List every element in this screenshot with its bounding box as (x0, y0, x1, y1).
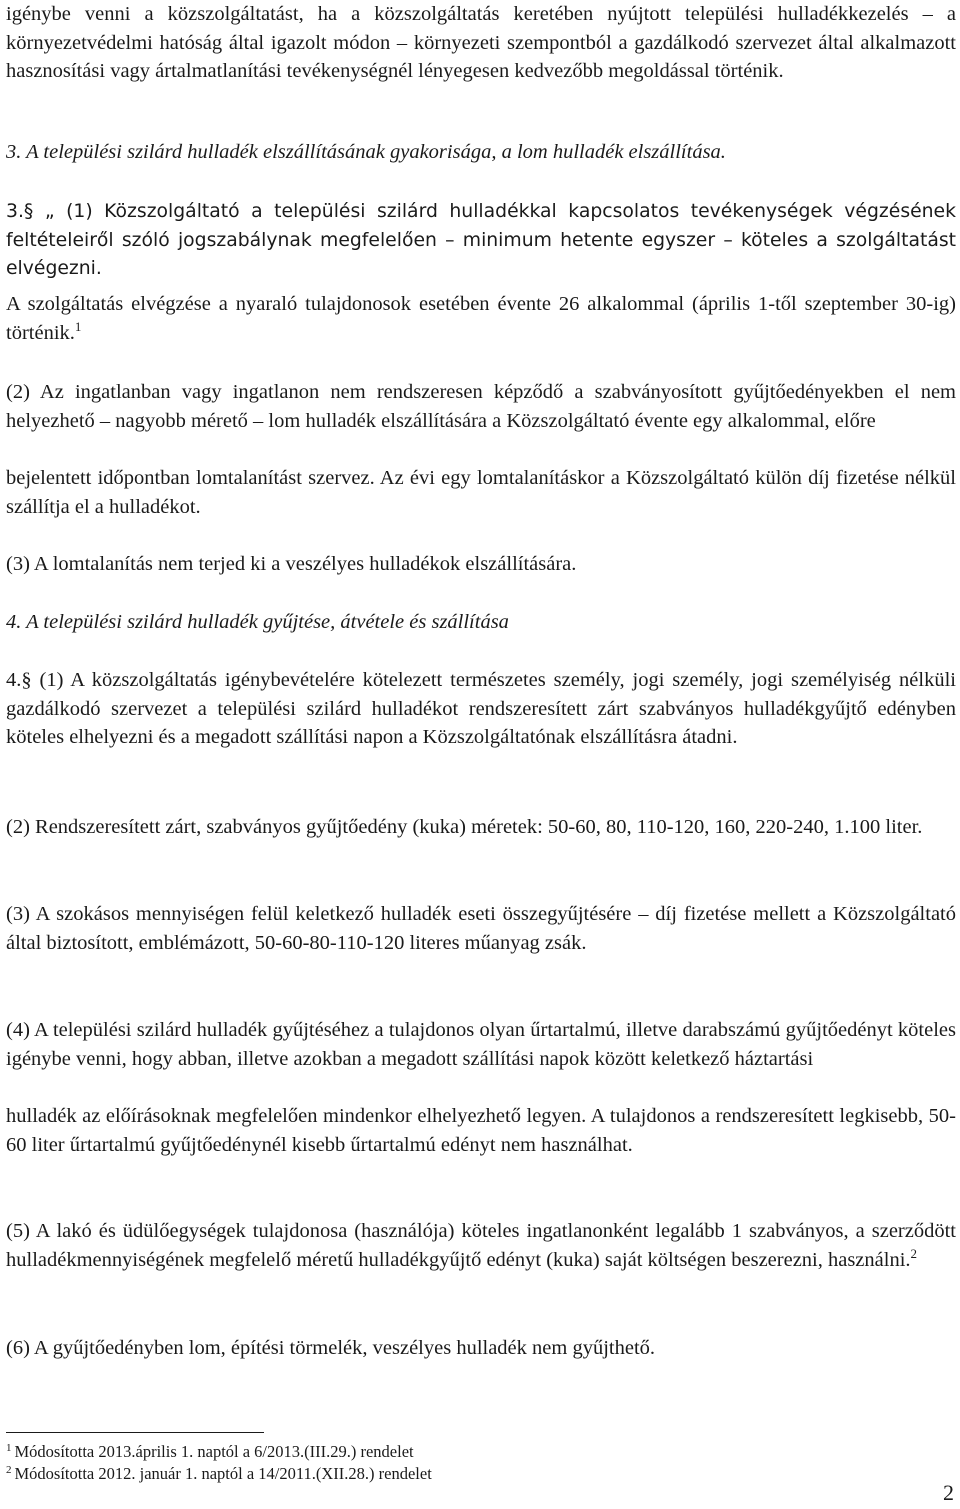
paragraph-3-1-seasonal-text: A szolgáltatás elvégzése a nyaraló tulajdonosok esetében évente 26 alkalommal (április 1-től szeptember 30-ig) történik. (6, 293, 956, 344)
paragraph-3-3: (3) A lomtalanítás nem terjed ki a veszélyes hulladékok elszállítására. (6, 553, 577, 575)
paragraph-3-1-seasonal (6, 290, 956, 347)
paragraph-4-4-part-2: hulladék az előírásoknak megfelelően mindenkor elhelyezhető legyen. A tulajdonos a rendszeresített legkisebb, 50-60 liter űrtartalmú gyűjtőedénynél kisebb űrtartalmú edényt nem használhat. (6, 1105, 956, 1156)
paragraph-3-1: 3.§ „ (1) Közszolgáltató a települési szilárd hulladékkal kapcsolatos tevékenységek végzésének feltételeiről szóló jogszabálynak megfelelően – minimum hetente egyszer – köteles a szolgáltatást elvégezni. (6, 201, 956, 280)
footnote-ref-2: 2 (910, 1245, 918, 1261)
footnote-1 (6, 1441, 906, 1463)
footnote-2-text: Módosította 2012. január 1. naptól a 14/2011.(XII.28.) rendelet (14, 1464, 432, 1483)
footnote-ref-1: 1 (74, 318, 82, 334)
paragraph-4-4-part-1: (4) A települési szilárd hulladék gyűjtéséhez a tulajdonos olyan űrtartalmú, illetve darabszámú gyűjtőedényt köteles igénybe venni, hogy abban, illetve azokban a megadott szállítási napok között keletkező háztartási (6, 1019, 956, 1070)
paragraph-3-2-part-2: bejelentett időpontban lomtalanítást szervez. Az évi egy lomtalanításkor a Közszolgáltató külön díj fizetése nélkül szállítja el a hulladékot. (6, 467, 956, 518)
section-heading-3: 3. A települési szilárd hulladék elszállításának gyakorisága, a lom hulladék elszállítása. (6, 141, 726, 163)
footnote-separator (6, 1432, 264, 1433)
paragraph-4-5-text: (5) A lakó és üdülőegységek tulajdonosa (használója) köteles ingatlanonként legalább 1 szabványos, a szerződött hulladékmennyiségének megfelelő méretű hulladékgyűjtő edényt (kuka) saját költségen beszerezni, használni. (6, 1220, 956, 1271)
footnote-2 (6, 1463, 906, 1485)
footnote-2-number: 2 (6, 1463, 12, 1476)
paragraph-4-1: 4.§ (1) A közszolgáltatás igénybevételére kötelezett természetes személy, jogi személy, jogi személyiség nélküli gazdálkodó szervezet a települési szilárd hulladékot rendszeresített zárt szabványos hulladékgyűjtő edényben köteles elhelyezni és a megadott szállítási napon a Közszolgáltatónak elszállításra átadni. (6, 669, 956, 749)
section-heading-4: 4. A települési szilárd hulladék gyűjtése, átvétele és szállítása (6, 611, 509, 633)
footnote-1-number: 1 (6, 1441, 12, 1454)
paragraph-4-3: (3) A szokásos mennyiségen felül keletkező hulladék eseti összegyűjtésére – díj fizetése mellett a Közszolgáltató által biztosított, emblémázott, 50-60-80-110-120 literes műanyag zsák. (6, 903, 956, 954)
footnote-1-text: Módosította 2013.április 1. naptól a 6/2013.(III.29.) rendelet (14, 1442, 414, 1461)
paragraph-intro-continuation: igénybe venni a közszolgáltatást, ha a közszolgáltatás keretében nyújtott települési hulladékkezelés – a környezetvédelmi hatóság által igazolt módon – környezeti szempontból a gazdálkodó szervezet által alkalmazott hasznosítási vagy ártalmatlanítási tevékenységnél lényegesen kedvezőbb megoldással történik. (6, 3, 956, 83)
page-number: 2 (943, 1480, 954, 1505)
paragraph-3-2-part-1: (2) Az ingatlanban vagy ingatlanon nem rendszeresen képződő a szabványosított gyűjtőedényekben el nem helyezhető – nagyobb mérető – lom hulladék elszállítására a Közszolgáltató évente egy alkalommal, előre (6, 381, 956, 432)
paragraph-4-2: (2) Rendszeresített zárt, szabványos gyűjtőedény (kuka) méretek: 50-60, 80, 110-120, 160, 220-240, 1.100 liter. (6, 816, 923, 838)
paragraph-4-6: (6) A gyűjtőedényben lom, építési törmelék, veszélyes hulladék nem gyűjthető. (6, 1337, 656, 1359)
paragraph-4-5 (6, 1217, 956, 1274)
